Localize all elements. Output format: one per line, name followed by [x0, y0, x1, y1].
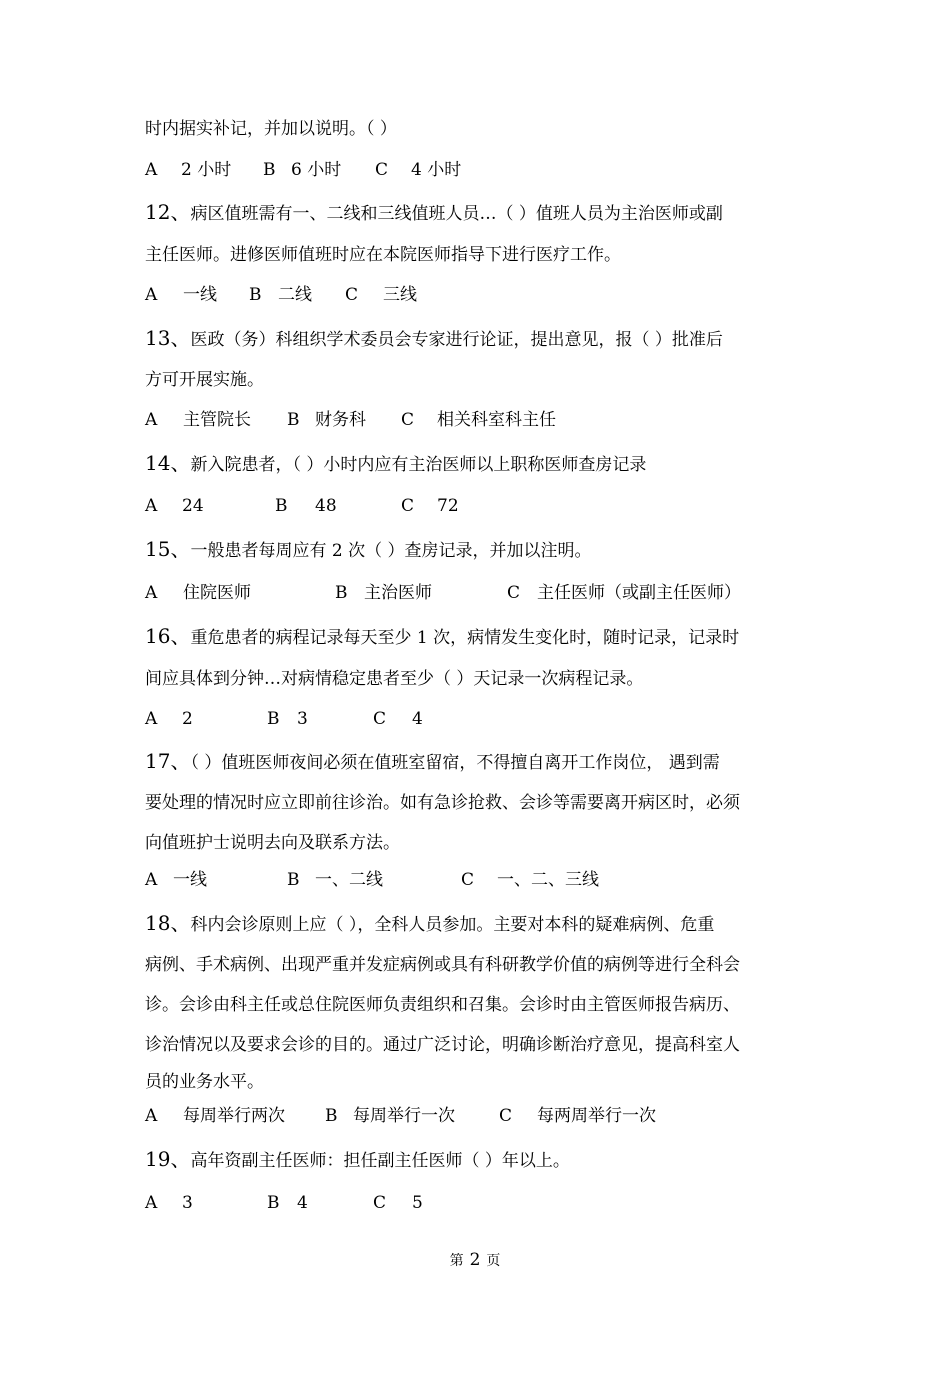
- option-letter: B: [263, 160, 276, 180]
- option-letter: B: [267, 1193, 280, 1213]
- option-letter: B: [287, 870, 300, 890]
- option-letter: A: [145, 583, 158, 603]
- question-text: （ ）值班医师夜间必须在值班室留宿，不得擅自离开工作岗位， 遇到需: [190, 753, 720, 773]
- option-text: 5: [412, 1193, 423, 1213]
- option-text: 一、二、三线: [497, 870, 599, 890]
- option-letter: B: [287, 410, 300, 430]
- option-text: 4 小时: [411, 160, 462, 180]
- option-text: 72: [437, 496, 459, 516]
- option-text: 三线: [383, 285, 417, 305]
- question-line: [145, 624, 739, 650]
- question-text: 一般患者每周应有 2 次（ ）查房记录，并加以注明。: [190, 541, 592, 561]
- question-line: [145, 451, 646, 477]
- text-line: 方可开展实施。: [145, 370, 264, 390]
- question-number: 18、: [145, 911, 191, 935]
- option-letter: C: [461, 870, 475, 890]
- text-line: 间应具体到分钟…对病情稳定患者至少（ ）天记录一次病程记录。: [145, 669, 644, 689]
- option-letter: A: [145, 285, 158, 305]
- question-number: 19、: [145, 1147, 191, 1171]
- option-letter: B: [275, 496, 288, 516]
- option-letter: C: [507, 583, 521, 603]
- option-text: 2 小时: [181, 160, 232, 180]
- footer-prefix: 第: [449, 1253, 464, 1269]
- question-text: 科内会诊原则上应（ ），全科人员参加。主要对本科的疑难病例、危重: [190, 915, 715, 935]
- option-text: 3: [182, 1193, 193, 1213]
- question-number: 16、: [145, 624, 191, 648]
- question-text: 病区值班需有一、二线和三线值班人员…（ ）值班人员为主治医师或副: [190, 204, 723, 224]
- option-letter: B: [325, 1106, 338, 1126]
- question-text: 重危患者的病程记录每天至少 1 次，病情发生变化时，随时记录，记录时: [190, 628, 740, 648]
- text-line: 诊。会诊由科主任或总住院医师负责组织和召集。会诊时由主管医师报告病历、: [145, 995, 740, 1015]
- question-number: 15、: [145, 537, 191, 561]
- text-line: 诊治情况以及要求会诊的目的。通过广泛讨论，明确诊断治疗意见，提高科室人: [145, 1035, 740, 1055]
- option-text: 24: [182, 496, 204, 516]
- question-line: [145, 911, 714, 937]
- option-text: 财务科: [315, 410, 366, 430]
- option-letter: B: [335, 583, 348, 603]
- text-line: 病例、手术病例、出现严重并发症病例或具有科研教学价值的病例等进行全科会: [145, 955, 740, 975]
- question-number: 14、: [145, 451, 191, 475]
- text-line: 向值班护士说明去向及联系方法。: [145, 833, 400, 853]
- question-line: [145, 326, 723, 352]
- option-text: 4: [297, 1193, 308, 1213]
- option-text: 主治医师: [364, 583, 432, 603]
- option-letter: A: [145, 160, 158, 180]
- option-text: 6 小时: [291, 160, 342, 180]
- question-number: 12、: [145, 200, 191, 224]
- option-text: 一、二线: [315, 870, 383, 890]
- option-text: 相关科室科主任: [437, 410, 556, 430]
- question-line: [145, 1147, 570, 1173]
- option-text: 一线: [183, 285, 217, 305]
- option-text: 4: [412, 709, 423, 729]
- text-line: 员的业务水平。: [145, 1072, 264, 1092]
- question-line: [145, 537, 591, 563]
- option-letter: A: [145, 496, 158, 516]
- option-letter: A: [145, 870, 158, 890]
- option-text: 一线: [173, 870, 207, 890]
- question-text: 高年资副主任医师：担任副主任医师（ ）年以上。: [190, 1151, 570, 1171]
- question-text: 医政（务）科组织学术委员会专家进行论证，提出意见，报（ ）批准后: [190, 330, 723, 350]
- option-text: 主管院长: [183, 410, 251, 430]
- footer-suffix: 页: [486, 1253, 501, 1269]
- option-letter: C: [373, 709, 387, 729]
- option-letter: C: [373, 1193, 387, 1213]
- option-letter: B: [267, 709, 280, 729]
- option-text: 2: [182, 709, 193, 729]
- option-letter: A: [145, 709, 158, 729]
- option-letter: C: [401, 496, 415, 516]
- page-number: 2: [469, 1250, 481, 1270]
- option-text: 每周举行两次: [183, 1106, 285, 1126]
- option-text: 主任医师（或副主任医师）: [537, 583, 741, 603]
- question-text: 新入院患者，（ ）小时内应有主治医师以上职称医师查房记录: [190, 455, 647, 475]
- option-letter: C: [499, 1106, 513, 1126]
- option-text: 3: [297, 709, 308, 729]
- option-letter: C: [401, 410, 415, 430]
- text-line: 时内据实补记，并加以说明。（ ）: [145, 119, 397, 139]
- option-text: 每两周举行一次: [537, 1106, 656, 1126]
- option-letter: A: [145, 1106, 158, 1126]
- option-text: 住院医师: [183, 583, 251, 603]
- options-line: [145, 1191, 423, 1383]
- option-letter: B: [249, 285, 262, 305]
- option-letter: A: [145, 1193, 158, 1213]
- question-line: [145, 749, 720, 775]
- question-number: 17、: [145, 749, 191, 773]
- option-letter: A: [145, 410, 158, 430]
- option-text: 48: [315, 496, 337, 516]
- page-footer: [0, 1250, 950, 1271]
- text-line: 主任医师。进修医师值班时应在本院医师指导下进行医疗工作。: [145, 245, 621, 265]
- text-line: 要处理的情况时应立即前往诊治。如有急诊抢救、会诊等需要离开病区时，必须: [145, 793, 740, 813]
- option-letter: C: [375, 160, 389, 180]
- option-text: 二线: [278, 285, 312, 305]
- option-letter: C: [345, 285, 359, 305]
- question-number: 13、: [145, 326, 191, 350]
- question-line: [145, 200, 723, 226]
- option-text: 每周举行一次: [353, 1106, 455, 1126]
